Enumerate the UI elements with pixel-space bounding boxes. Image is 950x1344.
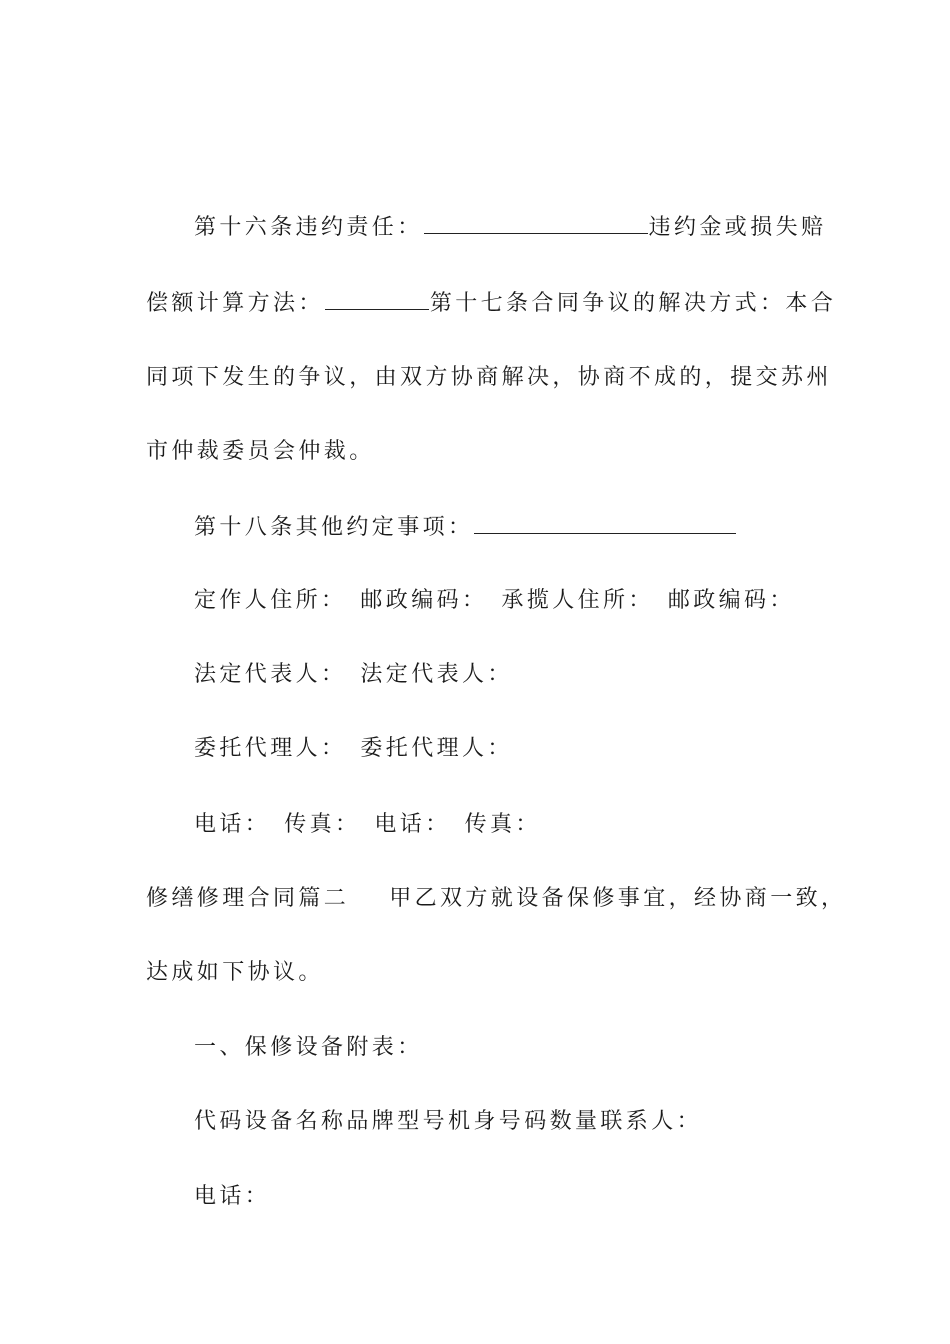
address-line [194, 586, 795, 616]
clause-17-text: 同项下发生的争议，由双方协商解决，协商不成的，提交苏州 [146, 365, 832, 390]
phone-fax-line [194, 810, 541, 840]
contact-phone-line [194, 1182, 270, 1212]
clause-18-line [194, 511, 737, 543]
equipment-table-header-line [194, 1107, 702, 1137]
fax-label-1: 传真： [284, 812, 361, 837]
clause-16-title: 第十六条违约责任： [194, 215, 423, 240]
clause-18-title: 第十八条其他约定事项： [194, 515, 474, 540]
agent-line [194, 734, 513, 764]
part2-title-line [146, 884, 846, 914]
part2-intro-end: 达成如下协议。 [146, 960, 324, 985]
phone-label-1: 电话： [194, 812, 271, 837]
clause-16-calc-blank[interactable] [325, 287, 429, 310]
agent-label-2: 委托代理人： [360, 736, 513, 761]
clause-17-head: 第十七条合同争议的解决方式：本合 [429, 291, 837, 316]
clause-17-line-3 [146, 437, 375, 467]
fax-label-2: 传真： [464, 812, 541, 837]
legal-rep-label-1: 法定代表人： [194, 662, 347, 687]
clause-16-17-line [146, 287, 836, 319]
agent-label-1: 委托代理人： [194, 736, 347, 761]
clause-16-line [194, 211, 826, 243]
clause-16-blank[interactable] [424, 211, 648, 234]
clause-17-line-2 [146, 363, 832, 393]
part2-intro: 甲乙双方就设备保修事宜，经协商一致， [389, 886, 847, 911]
clause-17-text-end: 市仲裁委员会仲裁。 [146, 439, 375, 464]
orderer-address-label: 定作人住所： [194, 588, 347, 613]
part2-title: 修缮修理合同篇二 [146, 886, 350, 911]
phone-label-2: 电话： [374, 812, 451, 837]
clause-16-tail: 违约金或损失赔 [648, 215, 827, 240]
section-1-heading: 一、保修设备附表： [194, 1035, 423, 1060]
legal-rep-line [194, 660, 513, 690]
postcode-label-2: 邮政编码： [667, 588, 795, 613]
postcode-label-1: 邮政编码： [360, 588, 488, 613]
clause-18-blank[interactable] [474, 511, 736, 534]
contractor-address-label: 承揽人住所： [501, 588, 654, 613]
equipment-table-header: 代码设备名称品牌型号机身号码数量联系人： [194, 1109, 703, 1134]
legal-rep-label-2: 法定代表人： [360, 662, 513, 687]
part2-intro-line-2 [146, 958, 324, 988]
contact-phone-label: 电话： [194, 1184, 271, 1209]
section-1-line [194, 1033, 423, 1063]
clause-16-calc-label: 偿额计算方法： [146, 291, 324, 316]
